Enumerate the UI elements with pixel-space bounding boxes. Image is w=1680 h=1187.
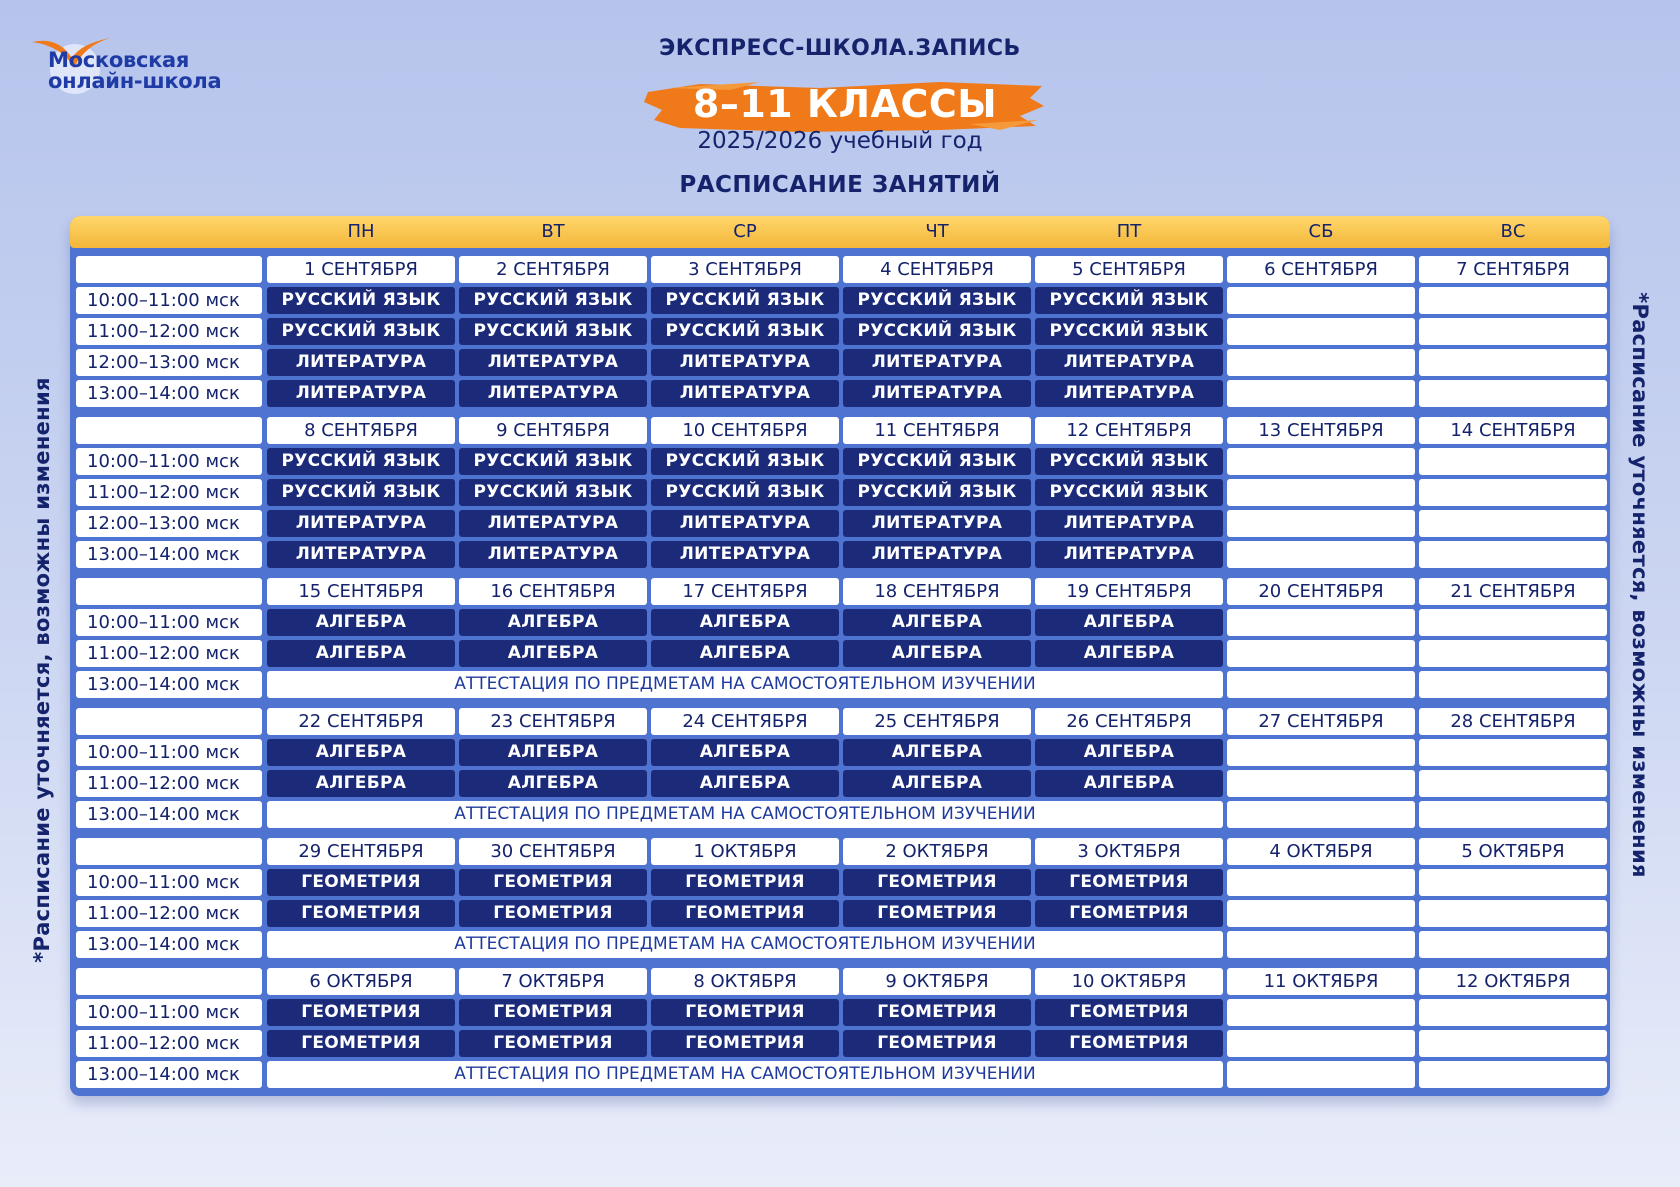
school-title: ЭКСПРЕСС-ШКОЛА.ЗАПИСЬ <box>659 36 1021 61</box>
date-cell: 3 ОКТЯБРЯ <box>1035 838 1223 865</box>
side-note-right: *Расписание уточняется, возможны изменения <box>1628 292 1652 878</box>
empty-weekend-cell <box>1227 1061 1415 1088</box>
empty-weekend-cell <box>1419 541 1607 568</box>
empty-weekend-cell <box>1419 869 1607 896</box>
date-cell: 18 СЕНТЯБРЯ <box>843 578 1031 605</box>
lesson-cell: РУССКИЙ ЯЗЫК <box>651 318 839 345</box>
date-cell: 9 ОКТЯБРЯ <box>843 968 1031 995</box>
weekday-label: ПН <box>347 221 375 242</box>
date-cell: 27 СЕНТЯБРЯ <box>1227 708 1415 735</box>
empty-weekend-cell <box>1419 640 1607 667</box>
date-cell: 7 ОКТЯБРЯ <box>459 968 647 995</box>
empty-weekend-cell <box>1227 510 1415 537</box>
lesson-cell: АЛГЕБРА <box>843 640 1031 667</box>
lesson-cell: РУССКИЙ ЯЗЫК <box>459 448 647 475</box>
lesson-cell: ЛИТЕРАТУРА <box>267 349 455 376</box>
date-cell: 7 СЕНТЯБРЯ <box>1419 256 1607 283</box>
lesson-cell: АЛГЕБРА <box>459 770 647 797</box>
lesson-cell: ГЕОМЕТРИЯ <box>651 900 839 927</box>
lesson-cell: РУССКИЙ ЯЗЫК <box>459 287 647 314</box>
attestation-cell: АТТЕСТАЦИЯ ПО ПРЕДМЕТАМ НА САМОСТОЯТЕЛЬНОМ ИЗУЧЕНИИ <box>267 671 1223 698</box>
lesson-cell: РУССКИЙ ЯЗЫК <box>267 448 455 475</box>
lesson-cell: ЛИТЕРАТУРА <box>1035 510 1223 537</box>
empty-weekend-cell <box>1227 999 1415 1026</box>
lesson-cell: РУССКИЙ ЯЗЫК <box>843 287 1031 314</box>
date-cell: 8 СЕНТЯБРЯ <box>267 417 455 444</box>
logo-line2: онлайн-школа <box>48 69 222 93</box>
lesson-cell: ГЕОМЕТРИЯ <box>1035 999 1223 1026</box>
date-cell: 24 СЕНТЯБРЯ <box>651 708 839 735</box>
empty-weekend-cell <box>1419 510 1607 537</box>
empty-weekend-cell <box>1227 931 1415 958</box>
date-cell: 1 ОКТЯБРЯ <box>651 838 839 865</box>
empty-weekend-cell <box>1419 801 1607 828</box>
lesson-cell: ЛИТЕРАТУРА <box>459 349 647 376</box>
lesson-cell: РУССКИЙ ЯЗЫК <box>1035 318 1223 345</box>
date-cell: 29 СЕНТЯБРЯ <box>267 838 455 865</box>
lesson-cell: АЛГЕБРА <box>459 739 647 766</box>
date-cell: 22 СЕНТЯБРЯ <box>267 708 455 735</box>
empty-weekend-cell <box>1227 609 1415 636</box>
date-cell: 12 ОКТЯБРЯ <box>1419 968 1607 995</box>
schedule-title: РАСПИСАНИЕ ЗАНЯТИЙ <box>679 172 1001 198</box>
time-cell: 11:00–12:00 мск <box>76 640 262 667</box>
date-cell: 30 СЕНТЯБРЯ <box>459 838 647 865</box>
lesson-cell: ГЕОМЕТРИЯ <box>1035 869 1223 896</box>
empty-weekend-cell <box>1227 1030 1415 1057</box>
lesson-cell: ЛИТЕРАТУРА <box>843 541 1031 568</box>
time-cell: 11:00–12:00 мск <box>76 479 262 506</box>
date-cell: 10 СЕНТЯБРЯ <box>651 417 839 444</box>
lesson-cell: ЛИТЕРАТУРА <box>651 510 839 537</box>
empty-weekend-cell <box>1227 541 1415 568</box>
side-note-left: *Расписание уточняется, возможны изменения <box>30 377 54 963</box>
lesson-cell: РУССКИЙ ЯЗЫК <box>651 287 839 314</box>
week-corner-cell <box>76 708 262 735</box>
lesson-cell: ГЕОМЕТРИЯ <box>1035 900 1223 927</box>
lesson-cell: АЛГЕБРА <box>267 739 455 766</box>
lesson-cell: РУССКИЙ ЯЗЫК <box>843 479 1031 506</box>
weekday-label: СР <box>733 221 757 242</box>
lesson-cell: АЛГЕБРА <box>651 609 839 636</box>
lesson-cell: РУССКИЙ ЯЗЫК <box>267 318 455 345</box>
date-cell: 4 ОКТЯБРЯ <box>1227 838 1415 865</box>
lesson-cell: ЛИТЕРАТУРА <box>459 541 647 568</box>
weekday-label: ВТ <box>541 221 565 242</box>
date-cell: 28 СЕНТЯБРЯ <box>1419 708 1607 735</box>
lesson-cell: ЛИТЕРАТУРА <box>651 349 839 376</box>
lesson-cell: ЛИТЕРАТУРА <box>651 380 839 407</box>
lesson-cell: ЛИТЕРАТУРА <box>843 380 1031 407</box>
date-cell: 2 СЕНТЯБРЯ <box>459 256 647 283</box>
date-cell: 26 СЕНТЯБРЯ <box>1035 708 1223 735</box>
lesson-cell: ГЕОМЕТРИЯ <box>651 1030 839 1057</box>
empty-weekend-cell <box>1419 349 1607 376</box>
date-cell: 13 СЕНТЯБРЯ <box>1227 417 1415 444</box>
time-cell: 11:00–12:00 мск <box>76 900 262 927</box>
lesson-cell: РУССКИЙ ЯЗЫК <box>651 448 839 475</box>
empty-weekend-cell <box>1227 739 1415 766</box>
date-cell: 17 СЕНТЯБРЯ <box>651 578 839 605</box>
date-cell: 14 СЕНТЯБРЯ <box>1419 417 1607 444</box>
date-cell: 23 СЕНТЯБРЯ <box>459 708 647 735</box>
empty-weekend-cell <box>1227 479 1415 506</box>
empty-weekend-cell <box>1227 318 1415 345</box>
lesson-cell: РУССКИЙ ЯЗЫК <box>651 479 839 506</box>
date-cell: 25 СЕНТЯБРЯ <box>843 708 1031 735</box>
lesson-cell: ЛИТЕРАТУРА <box>267 510 455 537</box>
time-cell: 11:00–12:00 мск <box>76 770 262 797</box>
time-cell: 13:00–14:00 мск <box>76 380 262 407</box>
date-cell: 8 ОКТЯБРЯ <box>651 968 839 995</box>
date-cell: 2 ОКТЯБРЯ <box>843 838 1031 865</box>
empty-weekend-cell <box>1419 318 1607 345</box>
empty-weekend-cell <box>1419 609 1607 636</box>
lesson-cell: АЛГЕБРА <box>1035 739 1223 766</box>
lesson-cell: АЛГЕБРА <box>843 770 1031 797</box>
time-cell: 12:00–13:00 мск <box>76 510 262 537</box>
lesson-cell: АЛГЕБРА <box>1035 609 1223 636</box>
lesson-cell: ГЕОМЕТРИЯ <box>459 1030 647 1057</box>
date-cell: 15 СЕНТЯБРЯ <box>267 578 455 605</box>
date-cell: 20 СЕНТЯБРЯ <box>1227 578 1415 605</box>
time-cell: 10:00–11:00 мск <box>76 448 262 475</box>
lesson-cell: АЛГЕБРА <box>459 640 647 667</box>
empty-weekend-cell <box>1227 671 1415 698</box>
time-cell: 11:00–12:00 мск <box>76 318 262 345</box>
lesson-cell: ГЕОМЕТРИЯ <box>843 900 1031 927</box>
weekday-label: СБ <box>1308 221 1334 242</box>
date-cell: 4 СЕНТЯБРЯ <box>843 256 1031 283</box>
time-cell: 13:00–14:00 мск <box>76 1061 262 1088</box>
empty-weekend-cell <box>1227 380 1415 407</box>
lesson-cell: ЛИТЕРАТУРА <box>651 541 839 568</box>
school-year: 2025/2026 учебный год <box>697 128 983 154</box>
lesson-cell: ГЕОМЕТРИЯ <box>267 1030 455 1057</box>
weekday-label: ПТ <box>1116 221 1142 242</box>
lesson-cell: РУССКИЙ ЯЗЫК <box>267 479 455 506</box>
week-corner-cell <box>76 256 262 283</box>
week-corner-cell <box>76 968 262 995</box>
week-corner-cell <box>76 417 262 444</box>
empty-weekend-cell <box>1419 931 1607 958</box>
empty-weekend-cell <box>1419 1061 1607 1088</box>
lesson-cell: АЛГЕБРА <box>651 739 839 766</box>
lesson-cell: АЛГЕБРА <box>267 609 455 636</box>
lesson-cell: РУССКИЙ ЯЗЫК <box>843 318 1031 345</box>
lesson-cell: РУССКИЙ ЯЗЫК <box>1035 479 1223 506</box>
logo-line1: Московская <box>48 48 190 72</box>
lesson-cell: РУССКИЙ ЯЗЫК <box>1035 287 1223 314</box>
lesson-cell: ГЕОМЕТРИЯ <box>843 999 1031 1026</box>
empty-weekend-cell <box>1227 770 1415 797</box>
time-cell: 13:00–14:00 мск <box>76 801 262 828</box>
lesson-cell: РУССКИЙ ЯЗЫК <box>267 287 455 314</box>
lesson-cell: АЛГЕБРА <box>651 770 839 797</box>
date-cell: 21 СЕНТЯБРЯ <box>1419 578 1607 605</box>
lesson-cell: ГЕОМЕТРИЯ <box>459 869 647 896</box>
grades-banner <box>640 76 1050 136</box>
empty-weekend-cell <box>1419 770 1607 797</box>
lesson-cell: ГЕОМЕТРИЯ <box>651 869 839 896</box>
date-cell: 5 ОКТЯБРЯ <box>1419 838 1607 865</box>
week-corner-cell <box>76 838 262 865</box>
lesson-cell: ГЕОМЕТРИЯ <box>459 900 647 927</box>
empty-weekend-cell <box>1419 900 1607 927</box>
empty-weekend-cell <box>1227 869 1415 896</box>
lesson-cell: АЛГЕБРА <box>1035 640 1223 667</box>
time-cell: 13:00–14:00 мск <box>76 931 262 958</box>
lesson-cell: ГЕОМЕТРИЯ <box>651 999 839 1026</box>
lesson-cell: ЛИТЕРАТУРА <box>267 541 455 568</box>
date-cell: 11 ОКТЯБРЯ <box>1227 968 1415 995</box>
weekday-label: ЧТ <box>925 221 949 242</box>
lesson-cell: ЛИТЕРАТУРА <box>267 380 455 407</box>
lesson-cell: ЛИТЕРАТУРА <box>1035 541 1223 568</box>
empty-weekend-cell <box>1419 380 1607 407</box>
attestation-cell: АТТЕСТАЦИЯ ПО ПРЕДМЕТАМ НА САМОСТОЯТЕЛЬНОМ ИЗУЧЕНИИ <box>267 1061 1223 1088</box>
lesson-cell: ЛИТЕРАТУРА <box>459 380 647 407</box>
lesson-cell: АЛГЕБРА <box>651 640 839 667</box>
weekday-label: ВС <box>1500 221 1526 242</box>
time-cell: 10:00–11:00 мск <box>76 287 262 314</box>
time-cell: 11:00–12:00 мск <box>76 1030 262 1057</box>
date-cell: 11 СЕНТЯБРЯ <box>843 417 1031 444</box>
lesson-cell: АЛГЕБРА <box>267 640 455 667</box>
empty-weekend-cell <box>1419 671 1607 698</box>
date-cell: 16 СЕНТЯБРЯ <box>459 578 647 605</box>
time-cell: 13:00–14:00 мск <box>76 541 262 568</box>
empty-weekend-cell <box>1419 448 1607 475</box>
time-cell: 13:00–14:00 мск <box>76 671 262 698</box>
lesson-cell: АЛГЕБРА <box>1035 770 1223 797</box>
date-cell: 9 СЕНТЯБРЯ <box>459 417 647 444</box>
lesson-cell: ГЕОМЕТРИЯ <box>267 869 455 896</box>
lesson-cell: ГЕОМЕТРИЯ <box>843 1030 1031 1057</box>
lesson-cell: АЛГЕБРА <box>843 739 1031 766</box>
time-cell: 10:00–11:00 мск <box>76 869 262 896</box>
empty-weekend-cell <box>1419 1030 1607 1057</box>
date-cell: 5 СЕНТЯБРЯ <box>1035 256 1223 283</box>
time-cell: 10:00–11:00 мск <box>76 739 262 766</box>
date-cell: 1 СЕНТЯБРЯ <box>267 256 455 283</box>
lesson-cell: РУССКИЙ ЯЗЫК <box>843 448 1031 475</box>
grades-title: 8–11 КЛАССЫ <box>692 82 998 126</box>
date-cell: 6 СЕНТЯБРЯ <box>1227 256 1415 283</box>
time-cell: 10:00–11:00 мск <box>76 999 262 1026</box>
lesson-cell: ЛИТЕРАТУРА <box>1035 349 1223 376</box>
empty-weekend-cell <box>1227 640 1415 667</box>
lesson-cell: ЛИТЕРАТУРА <box>843 510 1031 537</box>
date-cell: 19 СЕНТЯБРЯ <box>1035 578 1223 605</box>
lesson-cell: РУССКИЙ ЯЗЫК <box>459 318 647 345</box>
empty-weekend-cell <box>1227 287 1415 314</box>
date-cell: 6 ОКТЯБРЯ <box>267 968 455 995</box>
lesson-cell: ЛИТЕРАТУРА <box>843 349 1031 376</box>
time-cell: 10:00–11:00 мск <box>76 609 262 636</box>
date-cell: 10 ОКТЯБРЯ <box>1035 968 1223 995</box>
week-corner-cell <box>76 578 262 605</box>
attestation-cell: АТТЕСТАЦИЯ ПО ПРЕДМЕТАМ НА САМОСТОЯТЕЛЬНОМ ИЗУЧЕНИИ <box>267 801 1223 828</box>
empty-weekend-cell <box>1227 801 1415 828</box>
lesson-cell: РУССКИЙ ЯЗЫК <box>1035 448 1223 475</box>
lesson-cell: ЛИТЕРАТУРА <box>459 510 647 537</box>
date-cell: 12 СЕНТЯБРЯ <box>1035 417 1223 444</box>
empty-weekend-cell <box>1419 479 1607 506</box>
empty-weekend-cell <box>1227 448 1415 475</box>
lesson-cell: АЛГЕБРА <box>459 609 647 636</box>
lesson-cell: ЛИТЕРАТУРА <box>1035 380 1223 407</box>
attestation-cell: АТТЕСТАЦИЯ ПО ПРЕДМЕТАМ НА САМОСТОЯТЕЛЬНОМ ИЗУЧЕНИИ <box>267 931 1223 958</box>
lesson-cell: АЛГЕБРА <box>843 609 1031 636</box>
lesson-cell: ГЕОМЕТРИЯ <box>267 900 455 927</box>
empty-weekend-cell <box>1419 999 1607 1026</box>
lesson-cell: ГЕОМЕТРИЯ <box>843 869 1031 896</box>
lesson-cell: ГЕОМЕТРИЯ <box>459 999 647 1026</box>
empty-weekend-cell <box>1227 900 1415 927</box>
lesson-cell: ГЕОМЕТРИЯ <box>267 999 455 1026</box>
time-cell: 12:00–13:00 мск <box>76 349 262 376</box>
empty-weekend-cell <box>1419 739 1607 766</box>
empty-weekend-cell <box>1227 349 1415 376</box>
lesson-cell: ГЕОМЕТРИЯ <box>1035 1030 1223 1057</box>
lesson-cell: РУССКИЙ ЯЗЫК <box>459 479 647 506</box>
empty-weekend-cell <box>1419 287 1607 314</box>
date-cell: 3 СЕНТЯБРЯ <box>651 256 839 283</box>
lesson-cell: АЛГЕБРА <box>267 770 455 797</box>
